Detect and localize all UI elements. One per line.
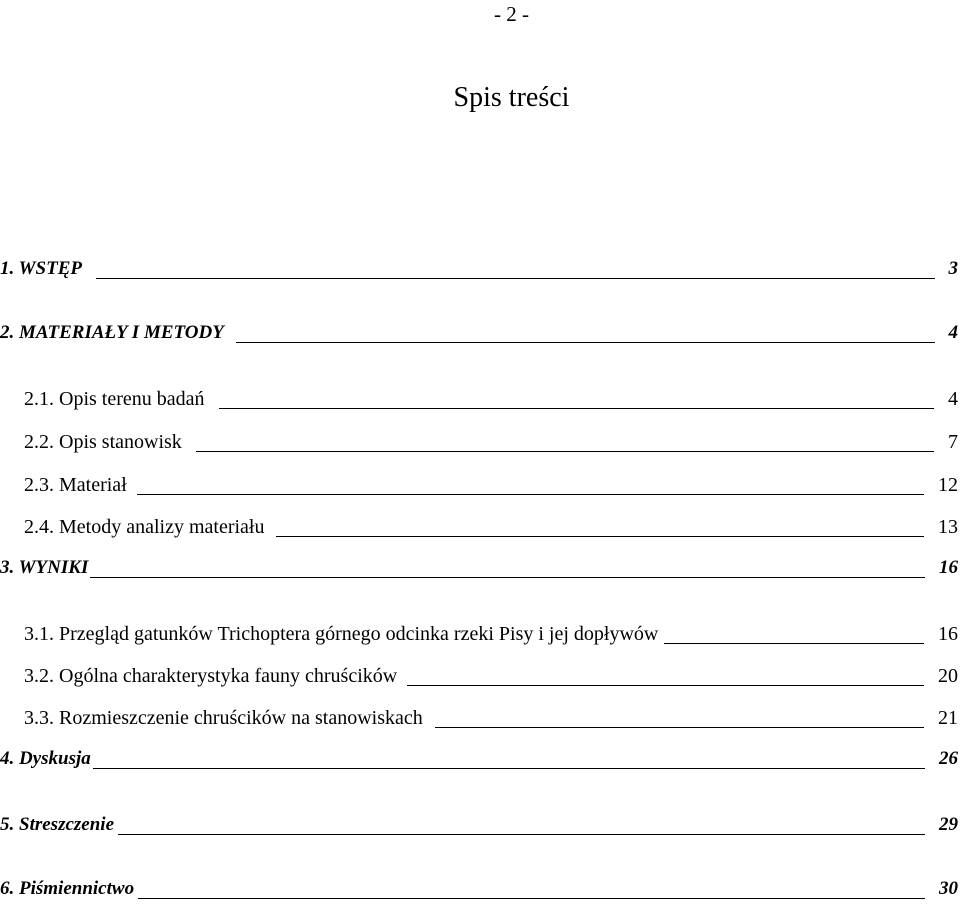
toc-leader-line [407, 685, 924, 686]
toc-entry-materialy-i-metody[interactable] [0, 320, 958, 346]
toc-page-number: 4 [948, 322, 958, 343]
toc-leader-line [118, 834, 925, 835]
toc-entry-label: 2.3. Materiał [24, 474, 127, 496]
toc-entry-wstep[interactable] [0, 256, 958, 282]
toc-page-number: 7 [948, 431, 958, 453]
page-number: - 2 - [494, 2, 529, 26]
toc-entry-label: 3.1. Przegląd gatunków Trichoptera górnego odcinka rzeki Pisy i jej dopływów [24, 623, 659, 645]
toc-leader-line [664, 643, 924, 644]
toc-entry-rozmieszczenie[interactable] [24, 705, 958, 731]
toc-entry-label: 3.2. Ogólna charakterystyka fauny chruścików [24, 665, 398, 687]
toc-page-number: 12 [938, 474, 958, 496]
toc-entry-label: 2.1. Opis terenu badań [24, 388, 205, 410]
toc-entry-material[interactable] [24, 472, 958, 498]
toc-entry-opis-stanowisk[interactable] [24, 429, 958, 455]
toc-entry-opis-terenu-badan[interactable] [24, 386, 958, 412]
toc-leader-line [236, 342, 935, 343]
toc-page-number: 13 [938, 516, 958, 538]
toc-entry-label: 2. MATERIAŁY I METODY [0, 322, 224, 343]
toc-leader-line [138, 898, 925, 899]
toc-leader-line [435, 727, 924, 728]
toc-page-number: 3 [948, 258, 958, 279]
toc-entry-ogolna-charakterystyka[interactable] [24, 663, 958, 689]
toc-leader-line [93, 768, 925, 769]
toc-entry-streszczenie[interactable] [0, 812, 958, 838]
toc-page-number: 26 [939, 748, 958, 769]
toc-leader-line [219, 408, 934, 409]
toc-page-number: 20 [938, 665, 958, 687]
toc-entry-label: 3.3. Rozmieszczenie chruścików na stanowiskach [24, 707, 423, 729]
toc-entry-label: 1. WSTĘP [0, 258, 83, 279]
toc-page-number: 16 [938, 623, 958, 645]
toc-entry-label: 5. Streszczenie [0, 814, 114, 835]
toc-page-number: 30 [939, 878, 958, 899]
toc-entry-label: 6. Piśmiennictwo [0, 878, 135, 899]
toc-entry-label: 2.4. Metody analizy materiału [24, 516, 265, 538]
toc-page-number: 29 [939, 814, 958, 835]
toc-page-number: 21 [938, 707, 958, 729]
toc-entry-wyniki[interactable] [0, 555, 958, 581]
toc-leader-line [276, 536, 924, 537]
toc-entry-metody-analizy[interactable] [24, 514, 958, 540]
toc-title: Spis treści [453, 82, 570, 113]
toc-page-number: 16 [939, 557, 958, 578]
toc-entry-dyskusja[interactable] [0, 746, 958, 772]
toc-leader-line [196, 451, 934, 452]
toc-entry-pismiennictwo[interactable] [0, 876, 958, 902]
toc-page-number: 4 [948, 388, 958, 410]
toc-leader-line [137, 494, 924, 495]
toc-leader-line [90, 577, 925, 578]
toc-entry-label: 2.2. Opis stanowisk [24, 431, 182, 453]
toc-entry-label: 4. Dyskusja [0, 748, 91, 769]
toc-entry-label: 3. WYNIKI [0, 557, 89, 578]
toc-entry-przeglad-gatunkow[interactable] [24, 621, 958, 647]
toc-leader-line [96, 278, 934, 279]
